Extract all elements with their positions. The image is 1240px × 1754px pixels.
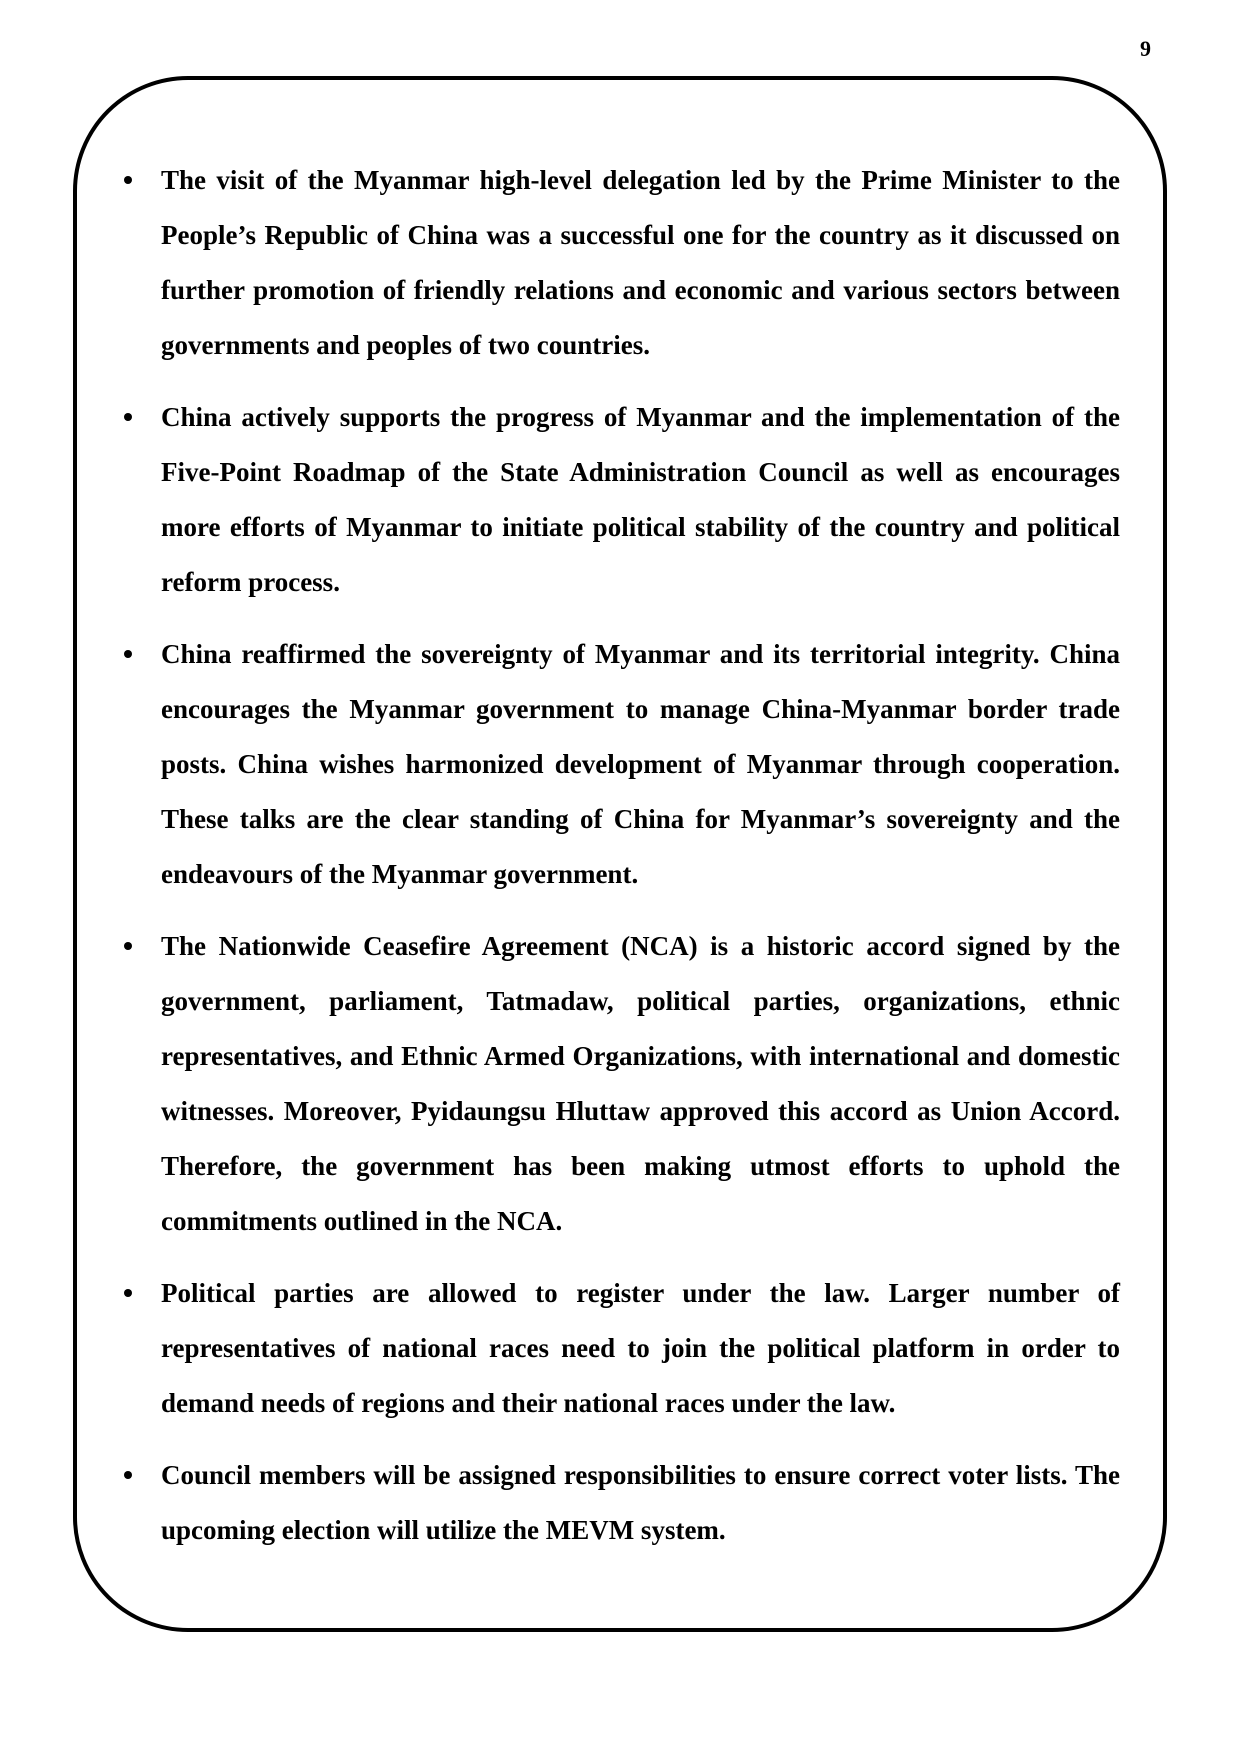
bullet-item <box>120 153 1120 373</box>
bullet-text: China actively supports the progress of Myanmar and the implementation of the Five-Point Roadmap of the State Administration Council as well as encourages more efforts of Myanmar to initiate political stability of the country and political reform process. <box>161 402 1120 597</box>
bullet-text: The visit of the Myanmar high-level delegation led by the Prime Minister to the People’s Republic of China was a successful one for the country as it discussed on further promotion of friendly relations and economic and various sectors between governments and peoples of two countries. <box>161 165 1120 360</box>
bullet-item <box>120 1448 1120 1558</box>
bullet-text: The Nationwide Ceasefire Agreement (NCA) is a historic accord signed by the government, parliament, Tatmadaw, political parties, organizations, ethnic representatives, and Ethnic Armed Organizations, with international and domestic witnesses. Moreover, Pyidaungsu Hluttaw approved this accord as Union Accord. Therefore, the government has been making utmost efforts to uphold the commitments outlined in the NCA. <box>161 931 1120 1236</box>
bullet-text: Council members will be assigned responsibilities to ensure correct voter lists. The upcoming election will utilize the MEVM system. <box>161 1460 1120 1545</box>
bullet-item <box>120 1266 1120 1431</box>
bullet-dot-icon <box>124 1471 132 1479</box>
bullet-item <box>120 919 1120 1249</box>
bullet-dot-icon <box>124 1289 132 1297</box>
bullet-dot-icon <box>124 176 132 184</box>
bullet-dot-icon <box>124 650 132 658</box>
bullet-text: Political parties are allowed to register under the law. Larger number of representatives of national races need to join the political platform in order to demand needs of regions and their national races under the law. <box>161 1278 1120 1418</box>
bullet-dot-icon <box>124 413 132 421</box>
bullet-text: China reaffirmed the sovereignty of Myanmar and its territorial integrity. China encourages the Myanmar government to manage China-Myanmar border trade posts. China wishes harmonized development of Myanmar through cooperation. These talks are the clear standing of China for Myanmar’s sovereignty and the endeavours of the Myanmar government. <box>161 639 1120 889</box>
page-number: 9 <box>1140 36 1151 61</box>
bullet-item <box>120 390 1120 610</box>
bullet-item <box>120 627 1120 902</box>
bullet-list <box>120 153 1120 1575</box>
bullet-dot-icon <box>124 942 132 950</box>
